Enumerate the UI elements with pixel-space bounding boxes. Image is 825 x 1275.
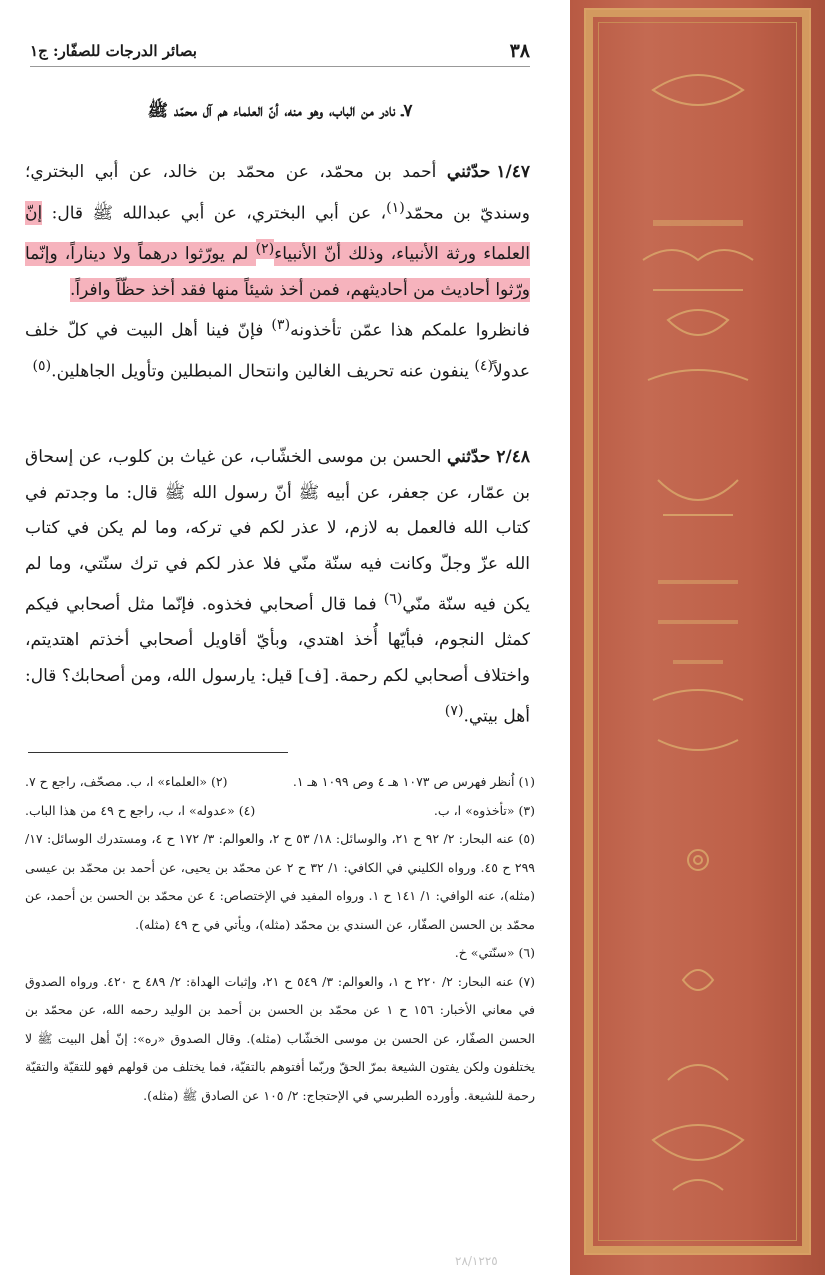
book-spine-image (570, 0, 825, 1275)
hadith-text: ، عن أبي البختري، عن أبي عبدالله ﷺ قال: (42, 203, 387, 224)
hadith-text: الحسن بن موسى الخشّاب، عن غياث بن كلوب، عن إسحاق بن عمّار، عن جعفر، عن أبيه ﷺ أنّ رسول الله ﷺ قال: ما وجدتم في كتاب الله فالعمل به لازم، لا عذر لكم في تركه، وما لم يكن في كتاب الله عزّ وجلّ وكانت فيه سنّة منّي فلا عذر لكم في ترك سنّتي، وما لم يكن فيه سنّة منّي (25, 447, 530, 615)
hadith-text: فانظروا علمكم هذا عمّن تأخذونه (290, 320, 530, 341)
hadith-text: فما قال أصحابي فخذوه. فإنّما مثل أصحابي فيكم كمثل النجوم، فبأيّها أُخذ اهتدي، وبأيّ أقاويل أصحابي أخذتم اهتديتم، واختلاف أصحابي لكم رحمة. [ف] قيل: يارسول الله، ومن أصحابك؟ قال: أهل بيتي. (25, 594, 530, 727)
page-number: ٣٨ (509, 40, 530, 62)
hadith-lead: حدّثني (446, 447, 491, 467)
footnote-row (25, 768, 535, 797)
hadith-text: أحمد بن محمّد، عن محمّد بن خالد، عن أبي البختري؛ وسنديّ بن محمّد (25, 162, 530, 224)
page-header (30, 36, 530, 66)
hadith-2 (25, 440, 530, 735)
hadith-number: ٢/٤٨ (496, 447, 531, 467)
footnote-ref: (١) (386, 199, 405, 216)
footnote-row (25, 797, 535, 826)
hadith-text: ينفون عنه تحريف الغالين وانتحال المبطلين وتأويل الجاهلين. (51, 362, 475, 383)
header-divider (30, 66, 530, 67)
hadith-text: فإنّ فينا أهل البيت في كلّ خلف عدولاً (25, 320, 530, 383)
running-title: بصائر الدرجات للصفّار: ج١ (30, 42, 197, 60)
section-title: ٧ـ نادر من الباب، وهو منه، أنّ العلماء هم آل محمّد ﷺ (147, 101, 413, 121)
footnote-ref: (٣) (271, 317, 291, 334)
footnote-divider (28, 752, 288, 753)
footnote-3: (٣) «تأخذوه» ا، ب. (433, 802, 535, 818)
footnote-ref: (٢) (255, 240, 275, 257)
highlighted-text: لم يورّثوا درهماً ولا ديناراً، وإنّما ورّثوا أحاديث من أحاديثهم، فمن أخذ شيئاً منها فقد أخذ حظّاً وافراً. (25, 244, 530, 300)
footnote-5: (٥) عنه البحار: ٢/ ٩٢ ح ٢١، والوسائل: ١٨/ ٥٣ ح ٢، والعوالم: ٣/ ١٧٢ ح ٤، ومستدرك الوسائل: ١٧/ ٢٩٩ ح ٤٥. ورواه الكليني في الكافي: ١/ ٣٢ ح ٢ عن محمّد بن يحيى، عن أحمد بن محمّد بن عيسى (مثله)، عنه الوافي: ١/ ١٤١ ح ١. ورواه المفيد في الإختصاص: ٤ عن محمّد بن الحسن بن أحمد، عن محمّد بن الحسن الصفّار، عن السندي بن محمّد (مثله)، ويأتي في ح ٤٩ (مثله). (25, 831, 536, 932)
footnote-ref: (٧) (444, 703, 464, 720)
footnote-6: (٦) «سنّتي» خ. (454, 945, 535, 960)
hadith-1 (25, 155, 530, 391)
spine-ornament-icon (613, 60, 783, 1220)
footnote-ref: (٤) (474, 358, 494, 375)
hadith-lead: حدّثني (446, 162, 491, 182)
footnote-1: (١) اُنظر فهرس ص ١٠٧٣ هـ ٤ وص ١٠٩٩ هـ ١. (292, 774, 535, 789)
footnotes (25, 768, 535, 1110)
footnote-4: (٤) «عدوله» ا، ب، راجع ح ٤٩ من هذا الباب. (25, 802, 256, 818)
footnote-ref: (٥) (32, 358, 52, 375)
footnote-ref: (٦) (383, 591, 403, 607)
footnote-7: (٧) عنه البحار: ٢/ ٢٢٠ ح ١، والعوالم: ٣/ ٥٤٩ ح ٢١، وإثبات الهداة: ٢/ ٤٨٩ ح ٤٢٠. ورواه الصدوق في معاني الأخبار: ١٥٦ ح ١ عن محمّد بن الحسن بن أحمد بن الوليد رحمه الله، عن محمّد بن الحسن الصفّار، عن الحسن بن موسى الخشّاب (مثله). وقال الصدوق «ره»: إنّ أهل البيت ﷺ لا يختلفون ولكن يفتون الشيعة بمرّ الحقّ وربّما أفتوهم بالتقيّة، فما يختلف من قولهم فهو للتقيّة والتقيّة رحمة للشيعة. وأورده الطبرسي في الإحتجاج: ٢/ ١٠٥ عن الصادق ﷺ (مثله). (25, 973, 536, 1103)
scan-page-mark: ٢٨/١٢٢٥ (455, 1254, 498, 1268)
hadith-number: ١/٤٧ (496, 162, 530, 182)
highlighted-text: إنّ العلماء ورثة الأنبياء، وذلك أنّ الأنبياء (25, 203, 530, 265)
footnote-2: (٢) «العلماء» ا، ب. مصحّف، راجع ح ٧. (25, 774, 228, 789)
